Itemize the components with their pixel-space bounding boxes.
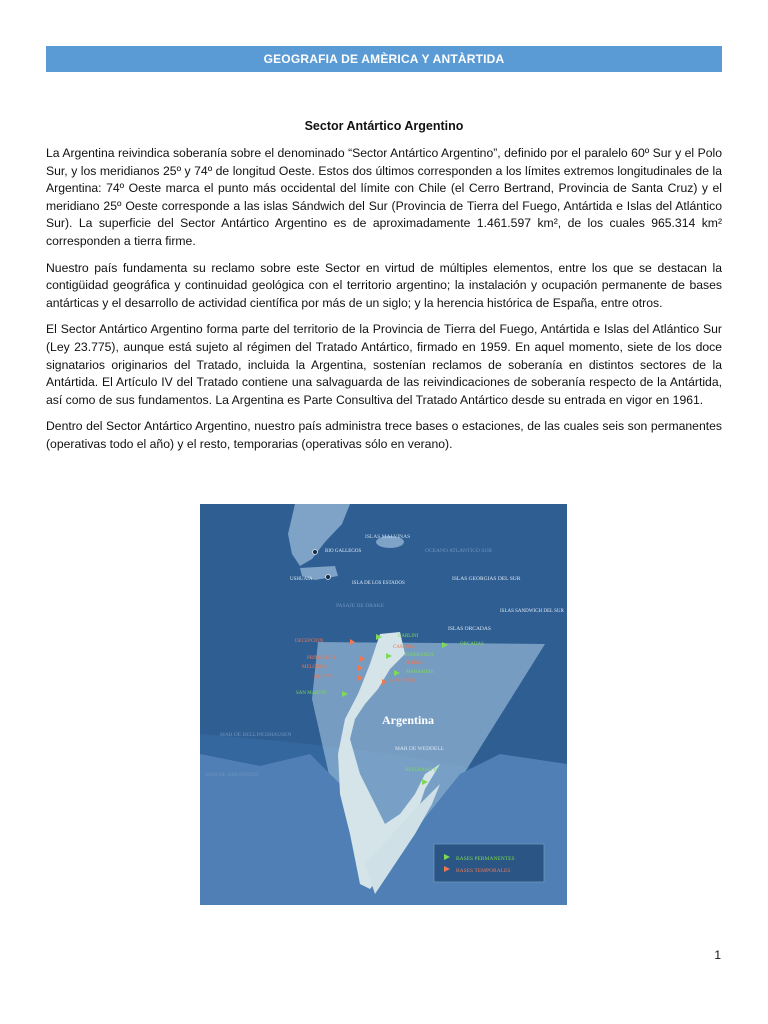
label-islas-malvinas: ISLAS MALVINAS — [365, 534, 411, 540]
section-banner: GEOGRAFIA DE AMÈRICA Y ANTÀRTIDA — [46, 46, 722, 72]
base-esperanza: ESPERANZA — [405, 653, 434, 658]
base-marambio: MARAMBIO — [406, 670, 435, 675]
antarctic-sector-map — [200, 504, 567, 905]
base-orcadas: ORCADAS — [460, 642, 484, 647]
label-ushuaia: USHUAIA — [290, 577, 313, 582]
base-decepcion: DECEPCION — [295, 639, 324, 644]
page-number: 1 — [714, 948, 721, 962]
legend-permanent-label: BASES PERMANENTES — [456, 856, 515, 862]
paragraph-4: Dentro del Sector Antártico Argentino, nuestro país administra trece bases o estaciones, de las cuales seis son permanentes (operativas todo el año) y el resto, temporarias (operativas sólo en verano). — [46, 419, 722, 451]
label-mar-bellingshausen: MAR DE BELLINGSHAUSEN — [220, 732, 292, 738]
base-brown: BROWN — [314, 675, 333, 680]
label-islas-georgias: ISLAS GEORGIAS DEL SUR — [452, 576, 521, 582]
base-camara: CAMARA — [393, 645, 415, 650]
base-san-martin: SAN MARTIN — [296, 691, 327, 696]
paragraph-2: Nuestro país fundamenta su reclamo sobre este Sector en virtud de múltiples elementos, entre los que se destacan la contigüidad geográfica y continuidad geológica con el territorio argentino; la instalación y ocupación permanente de bases antárticas y el desarrollo de actividad científica por más de un siglo; y la herencia histórica de España, entre otros. — [46, 260, 722, 310]
paragraph-1: La Argentina reivindica soberanía sobre el denominado “Sector Antártico Argentino”, definido por el paralelo 60º Sur y el Polo Sur, y los meridianos 25º y 74º de longitud Oeste. Estos dos últimos corresponden a los límites extremos longitudinales de la Argentina: 74º Oeste marca el punto más occidental del límite con Chile (el Cerro Bertrand, Provincia de Santa Cruz) y el meridiano 25º Oeste corresponde a las islas Sándwich del Sur (Provincia de Tierra del Fuego, Antártida e Islas del Atlántico Sur). La superficie del Sector Antártico Argentino es de aproximadamente 1.461.597 km², de los cuales 965.314 km² corresponden a tierra firme. — [46, 146, 722, 248]
label-region-argentina: Argentina — [382, 713, 434, 727]
label-rio-gallegos: RIO GALLEGOS — [325, 549, 362, 554]
label-mar-amundsen: MAR DE AMUNDSEN — [205, 772, 259, 778]
page-title: Sector Antártico Argentino — [304, 119, 464, 133]
label-islas-sandwich: ISLAS SANDWICH DEL SUR — [500, 609, 564, 614]
base-petrel: PETREL — [405, 661, 424, 666]
label-oceano-atlantico: OCEANO ATLANTICO SUR — [425, 548, 492, 554]
map-legend-box — [434, 844, 544, 882]
base-melchior: MELCHIOR — [302, 665, 329, 670]
base-carlini: CARLINI — [398, 634, 419, 639]
rio-gallegos-marker — [313, 550, 318, 555]
label-pasaje-drake: PASAJE DE DRAKE — [336, 603, 385, 609]
label-mar-weddell: MAR DE WEDDELL — [395, 746, 445, 752]
body-text — [46, 145, 722, 463]
paragraph-3: El Sector Antártico Argentino forma parte del territorio de la Provincia de Tierra del Fuego, Antártida e Islas del Atlántico Sur (Ley 23.775), aunque está sujeto al régimen del Tratado Antártico, firmado en 1959. En aquel momento, siete de los doce signatarios originarios del Tratado, incluida la Argentina, sostenían reclamos de soberanía en distintos sectores de la Antártida. El Artículo IV del Tratado contiene una salvaguarda de las reivindicaciones de soberanía respecto de la Antártida, así como de sus fundamentos. La Argentina es Parte Consultiva del Tratado Antártico desde su entrada en vigor en 1961. — [46, 322, 722, 407]
legend-temporary-label: BASES TEMPORALES — [456, 868, 511, 874]
base-primavera: PRIMAVERA — [307, 656, 336, 661]
label-islas-orcadas: ISLAS ORCADAS — [448, 626, 491, 632]
label-isla-estados: ISLA DE LOS ESTADOS — [352, 581, 405, 586]
base-matienzo: MATIENZO — [390, 679, 416, 684]
ushuaia-marker — [326, 575, 331, 580]
base-belgrano-ii: BELGRANO II — [405, 768, 437, 773]
